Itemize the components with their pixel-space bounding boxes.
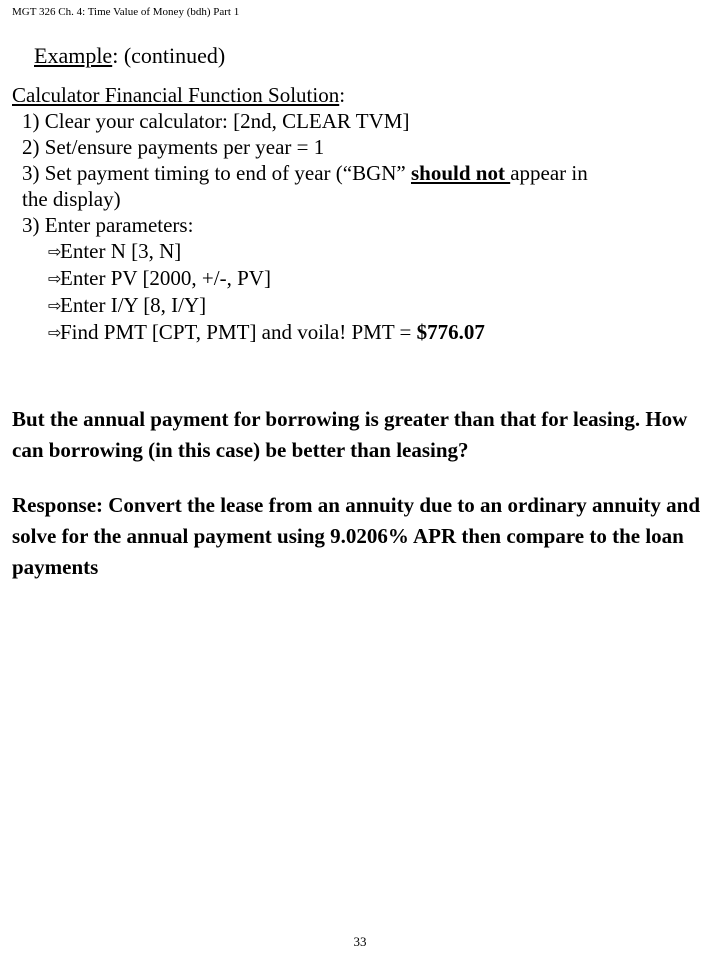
step-3-text-a: 3) Set payment timing to end of year (“BGN” [22,161,411,185]
page-header: MGT 326 Ch. 4: Time Value of Money (bdh) Part 1 [12,6,240,18]
arrow-right-icon: ⇨ [48,242,62,261]
sub-step-1 [48,238,702,265]
page-number: 33 [353,934,367,949]
calculator-section [12,82,702,346]
step-3-text-c: the display) [22,187,121,211]
example-heading [34,42,225,70]
step-2: 2) Set/ensure payments per year = 1 [22,135,325,159]
calculator-title [12,82,702,108]
step-3-emphasis: should not [410,161,511,185]
step-1: 1) Clear your calculator: [2nd, CLEAR TVM] [22,109,410,133]
example-rest: : (continued) [112,43,226,68]
arrow-right-icon: ⇨ [48,323,62,342]
response-paragraph: Response: Convert the lease from an annuity due to an ordinary annuity and solve for the annual payment using 9.0206% APR then compare to the loan payments [12,493,701,579]
pmt-result: $776.07 [416,320,485,344]
sub-step-2 [48,265,702,292]
step-3 [22,160,702,212]
sub-step-3 [48,292,702,319]
arrow-right-icon: ⇨ [48,269,62,288]
sub-step-4-text: Find PMT [CPT, PMT] and voila! PMT = [60,320,417,344]
step-4: 3) Enter parameters: [22,213,194,237]
sub-step-3-text: Enter I/Y [8, I/Y] [60,293,207,317]
question-paragraph: But the annual payment for borrowing is greater than that for leasing. How can borrowing (in this case) be better than leasing? [12,407,688,462]
example-label: Example [34,43,113,68]
step-3-text-b: appear in [510,161,588,185]
calculator-title-text: Calculator Financial Function Solution [12,83,340,107]
sub-step-2-text: Enter PV [2000, +/-, PV] [60,266,271,290]
sub-step-4 [48,319,702,346]
arrow-right-icon: ⇨ [48,296,62,315]
calculator-title-suffix: : [339,83,346,107]
sub-step-1-text: Enter N [3, N] [60,239,182,263]
